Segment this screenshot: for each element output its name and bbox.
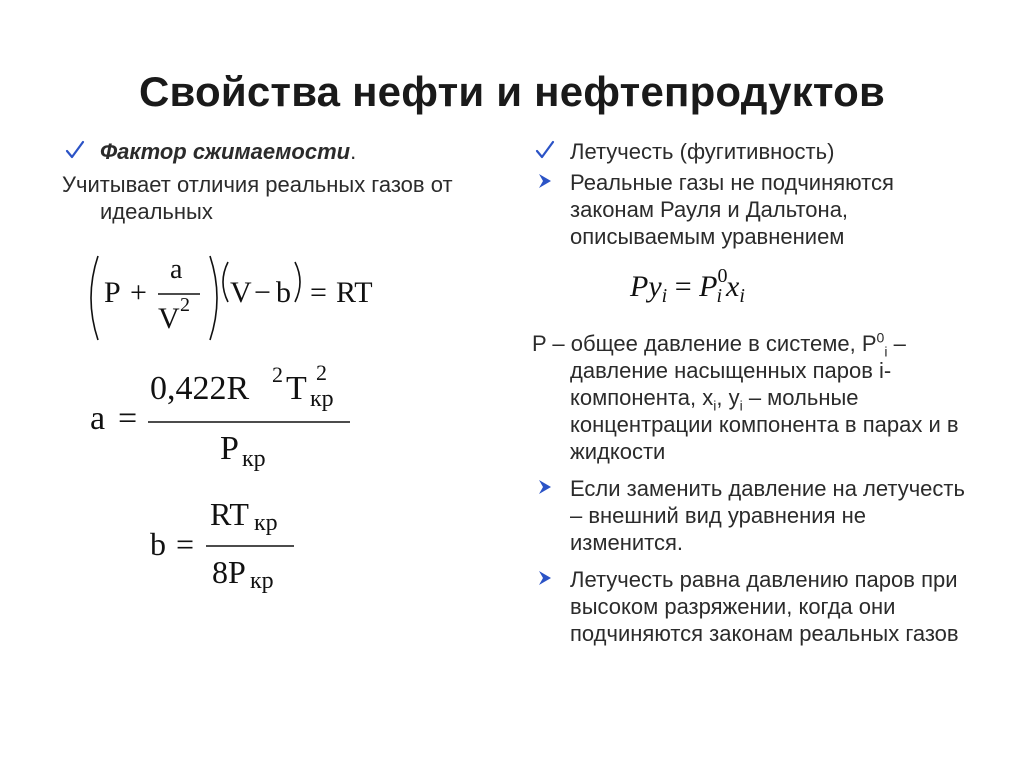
exp-r: 2 (272, 362, 283, 387)
symbol-exp-2: 2 (180, 294, 190, 316)
definitions-paragraph: P – общее давление в системе, $P^0_i$ – давление насыщенных паров i-компонента, $x_i$, $y_i$ – мольные концентрации компонента в парах и в жидкости (532, 329, 959, 464)
list-item-real-gases: Реальные газы не подчиняются законам Рауля и Дальтона, описываемым уравнением (532, 169, 972, 250)
heading-compressibility: Фактор сжимаемости (100, 139, 351, 164)
symbol-equals: = (310, 276, 327, 309)
symbol-b-lhs: b (150, 526, 166, 562)
symbol-minus: − (254, 276, 271, 309)
symbol-rt: RT (336, 276, 373, 309)
symbol-p: P (104, 276, 121, 309)
list-item-fugacity: Летучесть (фугитивность) (532, 138, 972, 165)
check-icon (64, 138, 90, 165)
slide-title: Свойства нефти и нефтепродуктов (139, 68, 885, 115)
sub-kp-8p: кр (250, 568, 274, 594)
exp-t: 2 (316, 360, 327, 385)
symbol-t: T (286, 370, 307, 407)
equation-van-der-waals (84, 250, 404, 346)
list-item-compressibility: Фактор сжимаемости. (62, 138, 512, 165)
right-column-lower (532, 330, 972, 647)
formula-raoult: $Py_i = P^0_i$ $x_i$ (630, 265, 745, 307)
symbol-plus: + (130, 276, 147, 309)
right-column (532, 138, 972, 250)
list-item-fugacity-equals: Летучесть равна давлению паров при высоком разряжении, когда они подчиняются законам реальных газов (532, 566, 972, 647)
check-icon (534, 138, 560, 165)
symbol-v2: V (230, 276, 252, 309)
numerator-a: 0,422R (150, 370, 250, 407)
arrowhead-icon (534, 169, 560, 196)
arrowhead-icon (534, 475, 560, 502)
left-description: Учитывает отличия реальных газов от идеальных (62, 172, 453, 224)
symbol-a: a (170, 254, 183, 285)
symbol-a-lhs: a (90, 400, 106, 437)
sub-kp-rt: кр (254, 510, 278, 536)
equation-a (88, 360, 368, 480)
list-item-replace-pressure: Если заменить давление на летучесть – внешний вид уравнения не изменится. (532, 475, 972, 556)
symbol-equals-b: = (176, 526, 195, 562)
left-column (62, 138, 512, 225)
sub-kp-p: кр (242, 446, 266, 472)
symbol-v: V (158, 302, 180, 335)
symbol-b: b (276, 276, 291, 309)
symbol-equals-a: = (118, 400, 138, 437)
equation-b (148, 494, 318, 604)
numerator-rt: RT (210, 496, 249, 532)
denominator-8p: 8P (212, 554, 246, 590)
sub-kp-t: кр (310, 386, 334, 412)
arrowhead-icon (534, 566, 560, 593)
denominator-p: P (220, 430, 239, 467)
